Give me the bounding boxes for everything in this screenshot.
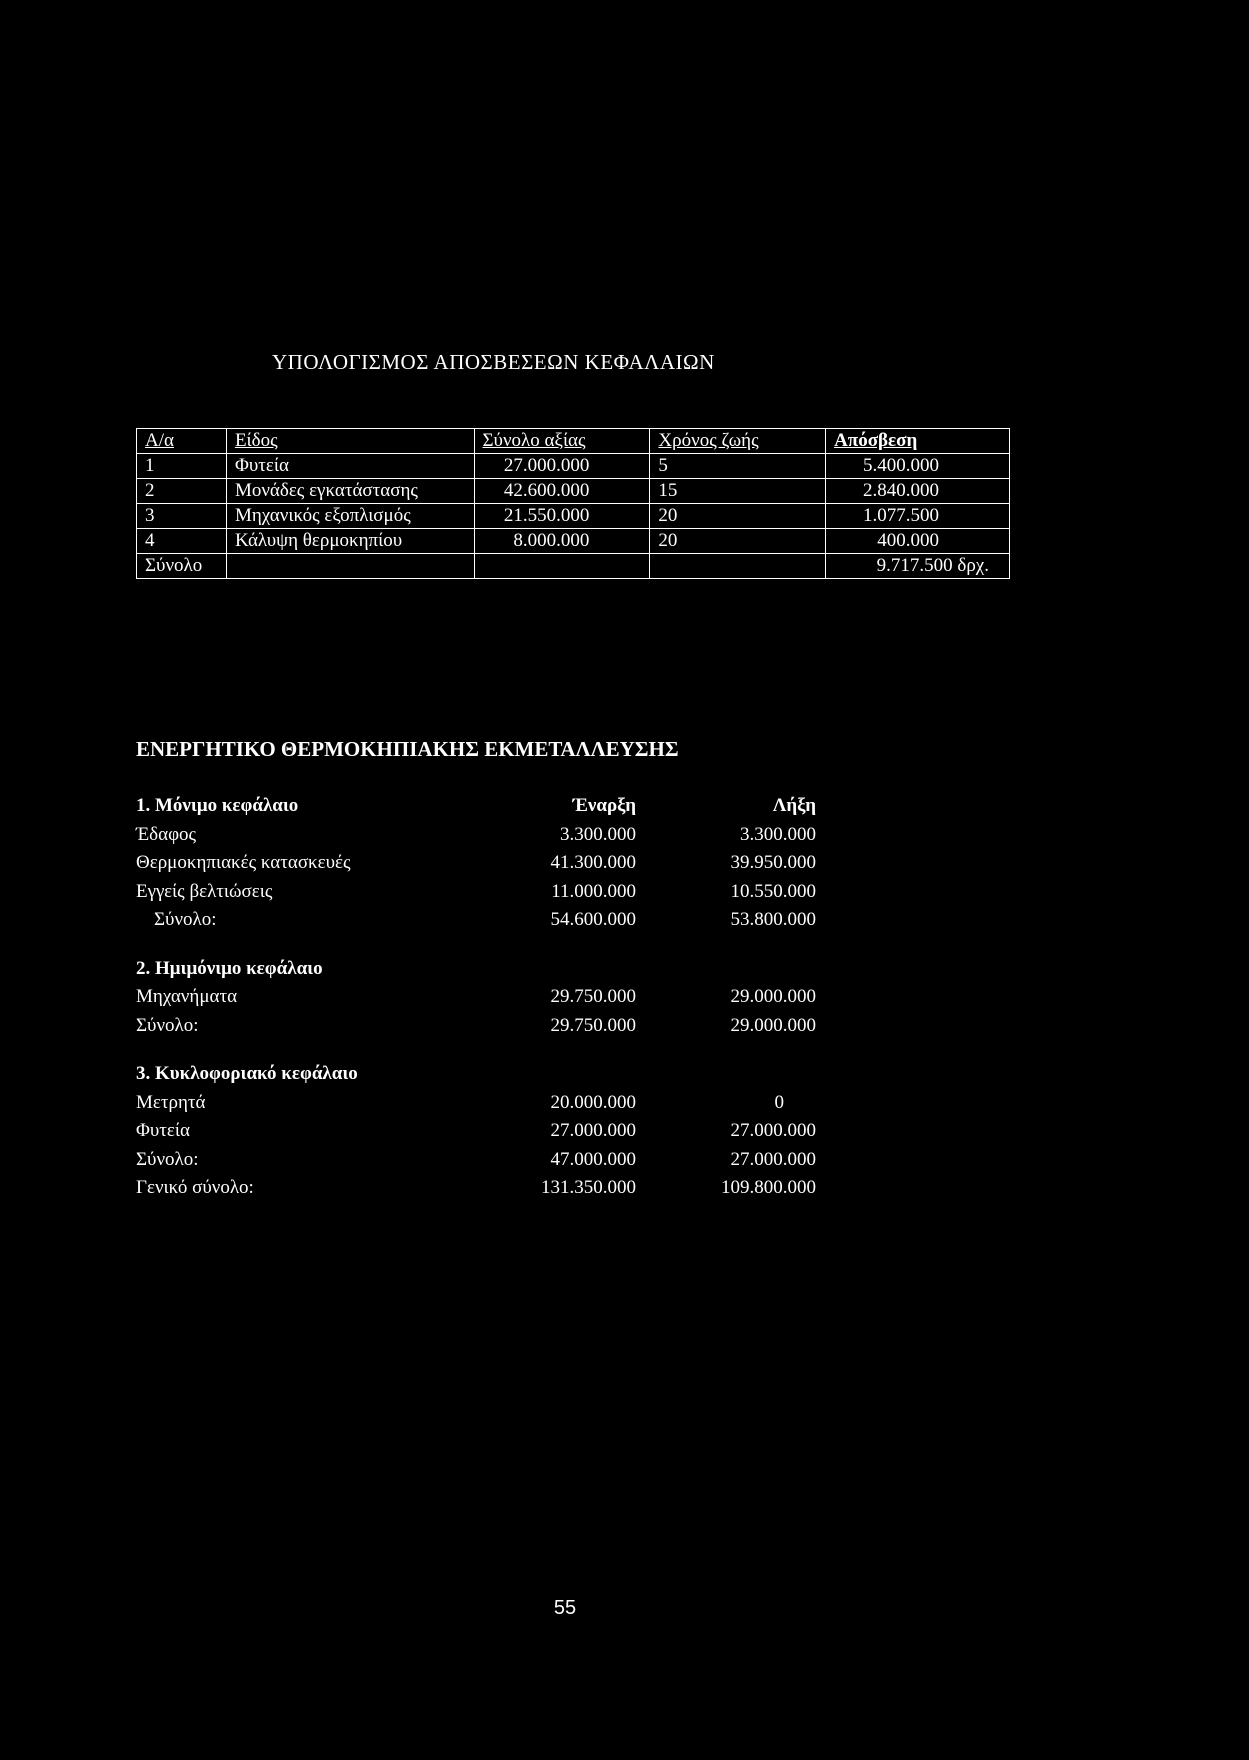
header-life: Χρόνος ζωής [650,429,826,454]
cell-depreciation: 2.840.000 [826,479,1010,504]
list-item [136,1117,896,1146]
item-start: 54.600.000 [550,909,636,931]
item-end: 27.000.000 [730,1120,816,1142]
item-end: 109.800.000 [721,1177,816,1199]
item-start: 131.350.000 [541,1177,636,1199]
item-end: 29.000.000 [730,986,816,1008]
item-label: Γενικό σύνολο: [136,1177,254,1199]
item-start: 41.300.000 [550,852,636,874]
table-total-row [137,554,1010,579]
item-start: 29.750.000 [550,1014,636,1036]
cell-life: 5 [650,454,826,479]
list-item [136,983,896,1012]
col-start-label: Έναρξη [572,795,636,817]
item-label: Μετρητά [136,1091,206,1113]
item-end: 0 [774,1091,784,1113]
cell-depreciation: 5.400.000 [826,454,1010,479]
cell-no: 2 [137,479,227,504]
header-item: Είδος [226,429,474,454]
assets-title: ΕΝΕΡΓΗΤΙΚΟ ΘΕΡΜΟΚΗΠΙΑΚΗΣ ΕΚΜΕΤΑΛΛΕΥΣΗΣ [136,737,679,761]
header-depreciation: Απόσβεση [826,429,1010,454]
semi-fixed-heading-row [136,955,896,984]
assets-list [136,792,896,1203]
list-item [136,1089,896,1118]
cell-no: 4 [137,529,227,554]
item-start: 3.300.000 [560,823,636,845]
section-heading: 1. Μόνιμο κεφάλαιο [136,795,299,817]
table-row [137,454,1010,479]
table-row [137,479,1010,504]
cell-item: Κάλυψη θερμοκηπίου [226,529,474,554]
item-end: 27.000.000 [730,1148,816,1170]
total-value: 9.717.500 δρχ. [826,554,1010,579]
working-heading-row [136,1060,896,1089]
table-row [137,504,1010,529]
cell-life: 15 [650,479,826,504]
cell-depreciation: 400.000 [826,529,1010,554]
item-start: 47.000.000 [550,1148,636,1170]
item-label: Εγγείς βελτιώσεις [136,880,273,902]
section-heading: 2. Ημιμόνιμο κεφάλαιο [136,957,323,979]
subtotal-row [136,1012,896,1041]
page-number: 55 [553,1597,577,1619]
cell-life: 20 [650,504,826,529]
list-item [136,821,896,850]
list-item [136,849,896,878]
item-start: 11.000.000 [551,880,636,902]
item-start: 27.000.000 [550,1120,636,1142]
table-header-row [137,429,1010,454]
item-label: Σύνολο: [136,1148,199,1170]
item-label: Σύνολο: [154,909,217,931]
subtotal-row [136,1146,896,1175]
cell-item: Φυτεία [226,454,474,479]
item-end: 10.550.000 [730,880,816,902]
item-end: 3.300.000 [740,823,816,845]
item-label: Σύνολο: [136,1014,199,1036]
item-end: 53.800.000 [730,909,816,931]
cell-depreciation: 1.077.500 [826,504,1010,529]
page-title: ΥΠΟΛΟΓΙΣΜΟΣ ΑΠΟΣΒΕΣΕΩΝ ΚΕΦΑΛΑΙΩΝ [272,350,715,374]
item-label: Μηχανήματα [136,986,238,1008]
cell-value: 27.000.000 [474,454,650,479]
item-label: Θερμοκηπιακές κατασκευές [136,852,351,874]
cell-item: Μονάδες εγκατάστασης [226,479,474,504]
cell-item: Μηχανικός εξοπλισμός [226,504,474,529]
item-label: Φυτεία [136,1120,190,1142]
cell-value: 21.550.000 [474,504,650,529]
cell-life: 20 [650,529,826,554]
empty-cell [650,554,826,579]
cell-value: 42.600.000 [474,479,650,504]
cell-value: 8.000.000 [474,529,650,554]
list-item [136,878,896,907]
empty-cell [226,554,474,579]
item-label: Έδαφος [136,823,197,845]
item-end: 39.950.000 [730,852,816,874]
col-end-label: Λήξη [772,795,816,817]
empty-cell [474,554,650,579]
fixed-heading-row [136,792,896,821]
total-label: Σύνολο [137,554,227,579]
grand-total-row [136,1174,896,1203]
depreciation-table [136,428,1010,579]
item-start: 20.000.000 [550,1091,636,1113]
cell-no: 3 [137,504,227,529]
subtotal-row [136,906,896,935]
header-value: Σύνολο αξίας [474,429,650,454]
table-row [137,529,1010,554]
header-no: Α/α [137,429,227,454]
cell-no: 1 [137,454,227,479]
item-start: 29.750.000 [550,986,636,1008]
section-heading: 3. Κυκλοφοριακό κεφάλαιο [136,1063,358,1085]
item-end: 29.000.000 [730,1014,816,1036]
